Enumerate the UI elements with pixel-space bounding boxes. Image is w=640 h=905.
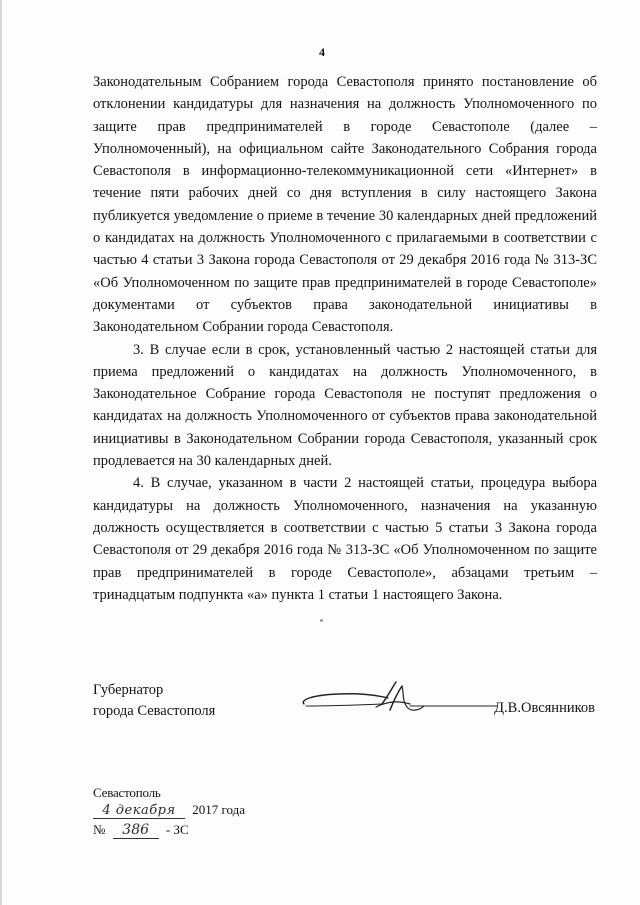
signer-title-line-2: города Севастополя xyxy=(93,703,216,719)
law-number-prefix: № xyxy=(93,822,106,837)
law-number-line xyxy=(93,822,189,839)
handwritten-date: 4 декабря xyxy=(93,803,185,819)
paragraph-item-4: 4. В случае, указанном в части 2 настоящей статьи, процедура выбора кандидатуры на должность Уполномоченного, назначения на указанную должность осуществляется в соответствии с частью 5 статьи 3 Закона города Севастополя от 29 декабря 2016 года № 313-ЗС «Об Уполномоченном по защите прав предпринимателей в городе Севастополе», абзацами третьим – тринадцатым подпункта «а» пункта 1 статьи 1 настоящего Закона. xyxy=(93,475,597,603)
page-number: 4 xyxy=(319,45,325,59)
signing-city: Севастополь xyxy=(93,785,161,800)
paragraph-item-3: 3. В случае если в срок, установленный частью 2 настоящей статьи для приема предложений о кандидатах на должность Уполномоченного, в Законодательное Собрание города Севастополя не поступят предложения о кандидатах на должность Уполномоченного от субъектов права законодательной инициативы в Законодательном Собрании города Севастополя, указанный срок продлевается на 30 календарных дней. xyxy=(93,341,597,470)
signer-title-line-1: Губернатор xyxy=(93,682,164,698)
law-number-suffix: - ЗС xyxy=(165,822,189,837)
signing-date-line xyxy=(93,802,245,819)
signing-year: 2017 года xyxy=(192,802,246,817)
scan-speck xyxy=(320,619,323,622)
signer-title xyxy=(93,680,215,722)
handwritten-signature xyxy=(298,680,498,720)
handwritten-law-number: 386 xyxy=(113,822,159,839)
document-body xyxy=(93,71,597,606)
signature-block xyxy=(93,680,597,726)
signer-name: Д.В.Овсянников xyxy=(494,700,595,716)
paragraph-continuation: Законодательным Собранием города Севастополя принято постановление об отклонении кандидатуры для назначения на должность Уполномоченного по защите прав предпринимателей в городе Севастополе (далее – Уполномоченный), на официальном сайте Законодательного Собрания города Севастополя в информационно-телекоммуникационной сети «Интернет» в течение пяти рабочих дней со дня вступления в силу настоящего Закона публикуется уведомление о приеме в течение 30 календарных дней предложений о кандидатах на должность Уполномоченного с прилагаемыми в соответствии с частью 4 статьи 3 Закона города Севастополя от 29 декабря 2016 года № 313-ЗС «Об Уполномоченном по защите прав предпринимателей в городе Севастополе» документами от субъектов права законодательной инициативы в Законодательном Собрании города Севастополя. xyxy=(93,74,597,336)
